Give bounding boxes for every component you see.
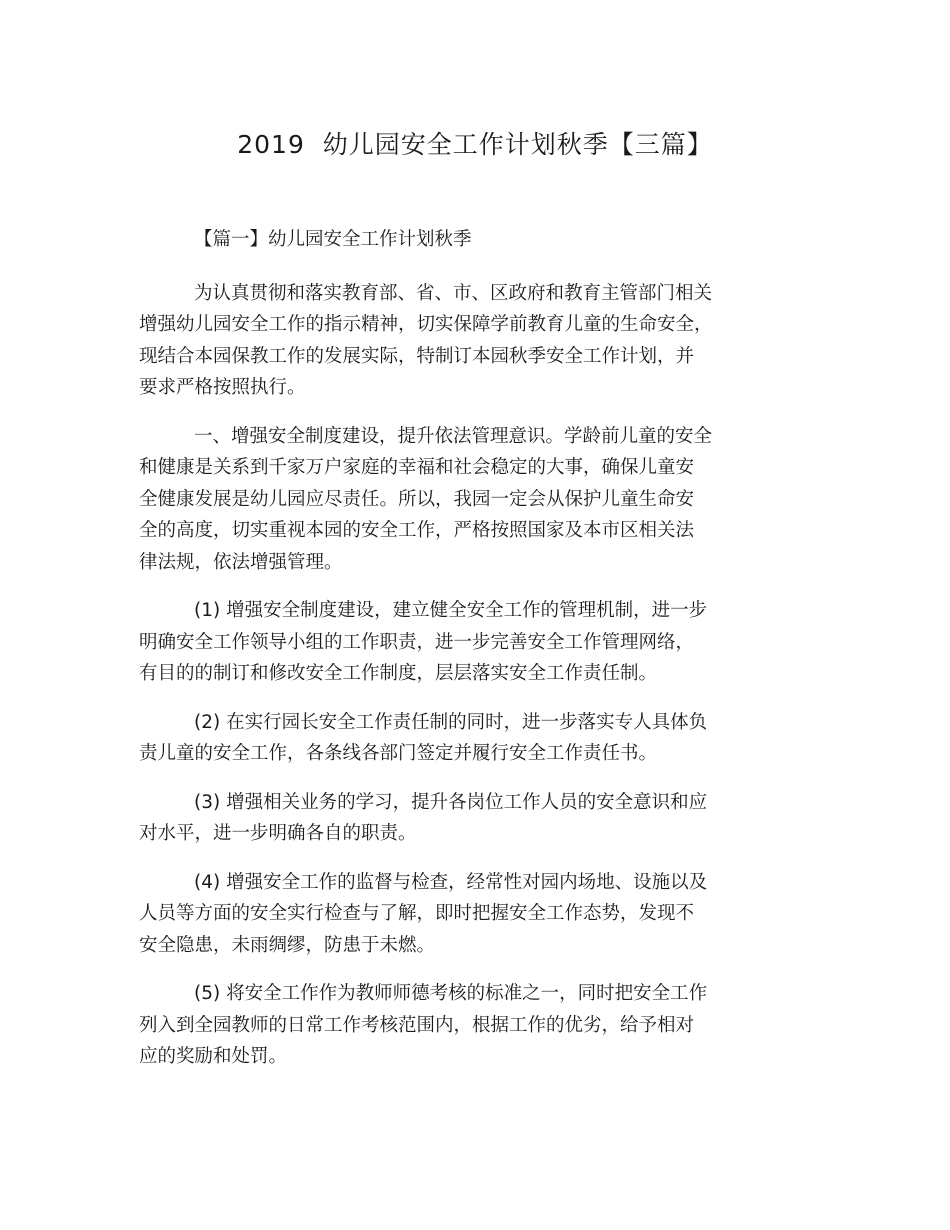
paragraph-line: (2) 在实行园长安全工作责任制的同时，进一步落实专人具体负 [194, 711, 708, 733]
paragraph-line: 有目的的制订和修改安全工作制度，层层落实安全工作责任制。 [139, 663, 658, 684]
paragraph-line: (5) 将安全工作作为教师师德考核的标准之一，同时把安全工作 [194, 983, 708, 1004]
paragraph-line: 一、增强安全制度建设，提升依法管理意识。学龄前儿童的安全 [194, 425, 713, 447]
paragraph-line: 明确安全工作领导小组的工作职责，进一步完善安全工作管理网络， [139, 631, 695, 653]
body-paragraph [139, 421, 769, 579]
paragraph-line: 列入到全园教师的日常工作考核范围内，根据工作的优劣，给予相对 [139, 1014, 695, 1036]
body-paragraph [139, 978, 769, 1073]
body-paragraph [139, 278, 769, 404]
document-title: 2019 幼儿园安全工作计划秋季【三篇】 [237, 130, 713, 159]
section-heading: 【篇一】幼儿园安全工作计划秋季 [194, 229, 472, 250]
paragraph-line: 律法规，依法增强管理。 [139, 551, 343, 573]
paragraph-line: (1) 增强安全制度建设，建立健全安全工作的管理机制，进一步 [194, 600, 708, 621]
paragraph-line: 和健康是关系到千家万户家庭的幸福和社会稳定的大事，确保儿童安 [139, 457, 695, 478]
paragraph-line: 应的奖励和处罚。 [139, 1046, 288, 1067]
paragraph-line: 全健康发展是幼儿园应尽责任。所以，我园一定会从保护儿童生命安 [139, 488, 695, 510]
paragraph-line: (4) 增强安全工作的监督与检查，经常性对园内场地、设施以及 [194, 871, 708, 893]
paragraph-line: 要求严格按照执行。 [139, 377, 306, 398]
paragraph-line: 安全隐患，未雨绸缪，防患于未燃。 [139, 934, 436, 956]
paragraph-line: 人员等方面的安全实行检查与了解，即时把握安全工作态势，发现不 [139, 903, 695, 924]
body-paragraph [139, 707, 769, 770]
document-body [139, 224, 769, 1090]
paragraph-line: (3) 增强相关业务的学习，提升各岗位工作人员的安全意识和应 [194, 791, 708, 813]
body-paragraph [139, 787, 769, 850]
paragraph-line: 现结合本园保教工作的发展实际，特制订本园秋季安全工作计划，并 [139, 345, 695, 367]
paragraph-line: 责儿童的安全工作，各条线各部门签定并履行安全工作责任书。 [139, 743, 658, 764]
body-paragraph [139, 867, 769, 962]
paragraph-line: 全的高度，切实重视本园的安全工作，严格按照国家及本市区相关法 [139, 520, 695, 541]
body-paragraph [139, 595, 769, 690]
paragraph-list [139, 278, 769, 1073]
paragraph-line: 对水平，进一步明确各自的职责。 [139, 823, 417, 844]
paragraph-line: 为认真贯彻和落实教育部、省、市、区政府和教育主管部门相关 [194, 282, 713, 304]
paragraph-line: 增强幼儿园安全工作的指示精神，切实保障学前教育儿童的生命安全， [139, 314, 713, 335]
